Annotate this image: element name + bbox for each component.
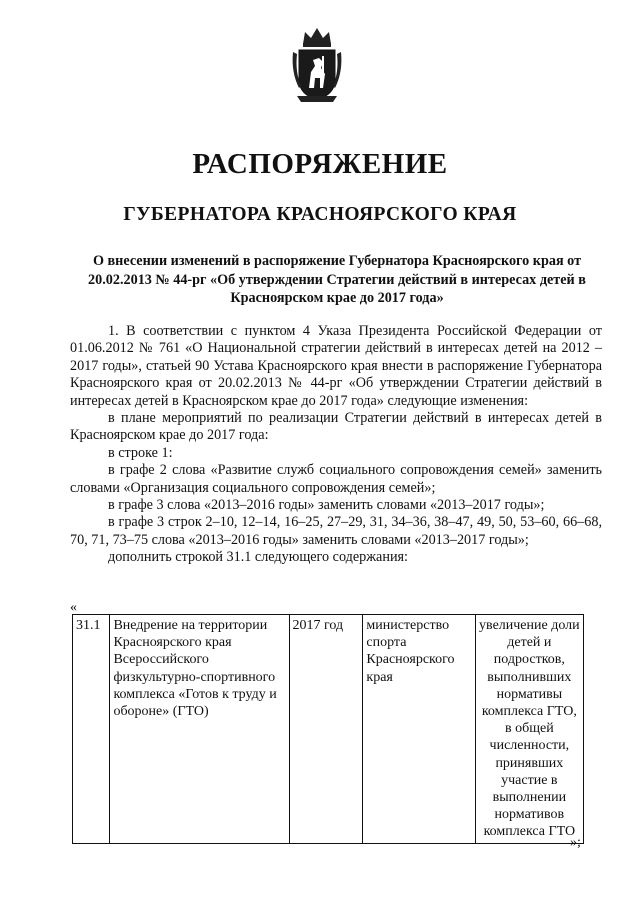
quote-close-mark: »; <box>570 835 581 850</box>
table-row <box>73 615 584 844</box>
row-number: 31.1 <box>73 615 110 844</box>
paragraph: в плане мероприятий по реализации Стратегии действий в интересах детей в Красноярском крае до 2017 года: <box>70 410 602 444</box>
row-result: увеличение доли детей и подростков, выполнивших нормативы комплекса ГТО, в общей численности, принявших участие в выполнении нормативов комплекса ГТО <box>475 615 583 844</box>
paragraph: дополнить строкой 31.1 следующего содержания: <box>108 549 409 566</box>
document-body <box>70 323 602 567</box>
row-executor: министерство спорта Красноярского края <box>363 615 475 844</box>
document-title: РАСПОРЯЖЕНИЕ <box>192 148 448 180</box>
paragraph: в графе 3 слова «2013–2016 годы» заменить словами «2013–2017 годы»; <box>108 497 545 514</box>
row-period: 2017 год <box>289 615 363 844</box>
quote-open-mark: « <box>70 600 77 615</box>
row-activity: Внедрение на территории Красноярского края Всероссийского физкультурно-спортивного комплекса «Готов к труду и обороне» (ГТО) <box>110 615 289 844</box>
document-heading: О внесении изменений в распоряжение Губернатора Красноярского края от 20.02.2013 № 44-рг «Об утверждении Стратегии действий в интересах детей в Красноярском крае до 2017 года» <box>88 253 586 306</box>
document-subtitle: ГУБЕРНАТОРА КРАСНОЯРСКОГО КРАЯ <box>123 204 517 225</box>
paragraph: в графе 3 строк 2–10, 12–14, 16–25, 27–29, 31, 34–36, 38–47, 49, 50, 53–60, 66–68, 70, 71, 73–75 слова «2013–2016 годы» заменить словами «2013–2017 годы»; <box>70 514 602 548</box>
paragraph: в графе 2 слова «Развитие служб социального сопровождения семей» заменить словами «Организация социального сопровождения семей»; <box>70 462 602 496</box>
plan-table <box>72 614 584 844</box>
krasnoyarsk-coat-of-arms-icon <box>289 22 345 104</box>
paragraph: 1. В соответствии с пунктом 4 Указа Президента Российской Федерации от 01.06.2012 № 761 «О Национальной стратегии действий в интересах детей на 2012 – 2017 годы», статьей 90 Устава Красноярского края внести в распоряжение Губернатора Красноярского края от 20.02.2013 № 44-рг «Об утверждении Стратегии действий в интересах детей в Красноярском крае до 2017 года» следующие изменения: <box>70 323 602 409</box>
paragraph: в строке 1: <box>108 444 173 461</box>
